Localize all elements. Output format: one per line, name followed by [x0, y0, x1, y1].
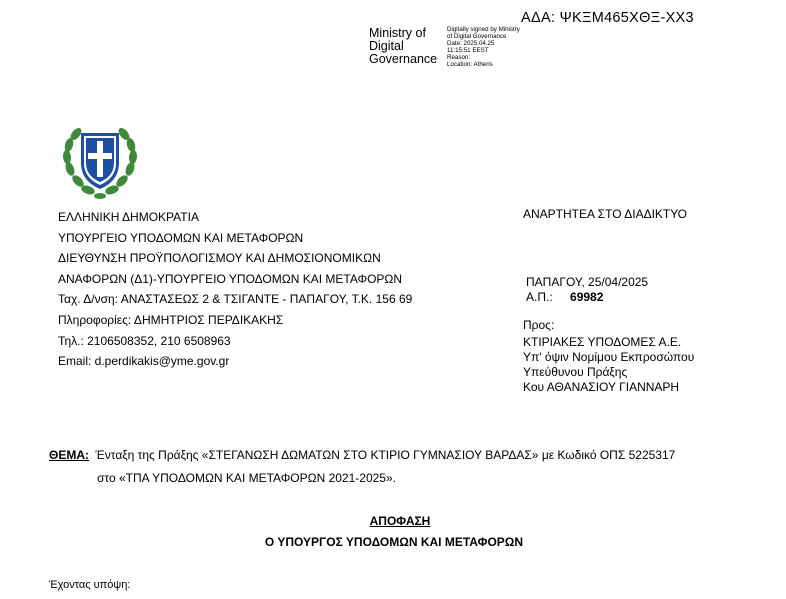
sender-email: Email: d.perdikakis@yme.gov.gr — [58, 354, 230, 369]
signature-org-line: Digital — [369, 39, 404, 53]
recipient-line: Υπεύθυνου Πράξης — [523, 365, 628, 379]
signature-org-line: Ministry of — [369, 26, 426, 40]
signature-detail: 11:15:51 EEST — [447, 47, 489, 54]
signature-detail: of Digital Governance — [447, 33, 507, 40]
sender-department: ΑΝΑΦΟΡΩΝ (Δ1)-ΥΠΟΥΡΓΕΙΟ ΥΠΟΔΟΜΩΝ ΚΑΙ ΜΕΤΑΦΟΡΩΝ — [58, 271, 403, 286]
digital-signature-org — [369, 27, 437, 66]
subject-text: Ένταξη της Πράξης «ΣΤΕΓΑΝΩΣΗ ΔΩΜΑΤΩΝ ΣΤΟ ΚΤΙΡΙΟ ΓΥΜΝΑΣΙΟΥ ΒΑΡΔΑΣ» με Κωδικό ΟΠΣ 5225317 — [95, 448, 676, 462]
place-date: ΠΑΠΑΓΟΥ, 25/04/2025 — [526, 275, 649, 289]
subject-label: ΘΕΜΑ: — [49, 448, 89, 462]
digital-signature-details — [447, 26, 520, 68]
sender-country: ΕΛΛΗΝΙΚΗ ΔΗΜΟΚΡΑΤΙΑ — [58, 210, 199, 224]
ada-code: ΑΔΑ: ΨΚΞΜ465ΧΘΞ-ΧΧ3 — [521, 10, 694, 26]
signature-detail: Digitally signed by Ministry — [447, 26, 520, 33]
hellenic-republic-emblem-icon — [58, 119, 142, 203]
protocol-number: 69982 — [570, 290, 604, 304]
sender-block — [58, 207, 412, 372]
recipient-line: Κου ΑΘΑΝΑΣΙΟΥ ΓΙΑΝΝΑΡΗ — [523, 380, 680, 394]
recipient-line: ΚΤΙΡΙΑΚΕΣ ΥΠΟΔΟΜΕΣ Α.Ε. — [523, 335, 682, 349]
sender-directorate: ΔΙΕΥΘΥΝΣΗ ΠΡΟΫΠΟΛΟΓΙΣΜΟΥ ΚΑΙ ΔΗΜΟΣΙΟΝΟΜΙΚΩΝ — [58, 251, 381, 266]
protocol-row — [526, 290, 603, 304]
signature-detail: Reason: — [447, 54, 471, 61]
signature-org-line: Governance — [369, 52, 438, 66]
decision-authority: Ο ΥΠΟΥΡΓΟΣ ΥΠΟΔΟΜΩΝ ΚΑΙ ΜΕΤΑΦΟΡΩΝ — [264, 535, 524, 549]
sender-phone: Τηλ.: 2106508352, 210 6508963 — [58, 333, 231, 348]
protocol-label: Α.Π.: — [526, 290, 553, 304]
recipient-line: Υπ' όψιν Νομίμου Εκπροσώπου — [523, 350, 695, 364]
subject-continuation: στο «ΤΠΑ ΥΠΟΔΟΜΩΝ ΚΑΙ ΜΕΤΑΦΟΡΩΝ 2021-2025». — [97, 471, 396, 485]
sender-contact-person: Πληροφορίες: ΔΗΜΗΤΡΙΟΣ ΠΕΡΔΙΚΑΚΗΣ — [58, 312, 284, 327]
decision-title: ΑΠΟΦΑΣΗ — [369, 514, 431, 528]
signature-detail: Location: Athens — [447, 61, 493, 68]
sender-ministry: ΥΠΟΥΡΓΕΙΟ ΥΠΟΔΟΜΩΝ ΚΑΙ ΜΕΤΑΦΟΡΩΝ — [58, 230, 304, 245]
signature-detail: Date: 2025.04.25 — [447, 40, 495, 47]
recipient-block — [523, 335, 694, 395]
subject-line — [49, 448, 675, 462]
to-label: Προς: — [523, 318, 555, 332]
publish-notice: ΑΝΑΡΤΗΤΕΑ ΣΤΟ ΔΙΑΔΙΚΤΥΟ — [523, 207, 687, 221]
considering-label: Έχοντας υπόψη: — [49, 579, 131, 591]
sender-address: Ταχ. Δ/νση: ΑΝΑΣΤΑΣΕΩΣ 2 & ΤΣΙΓΑΝΤΕ - ΠΑΠΑΓΟΥ, Τ.Κ. 156 69 — [58, 292, 413, 307]
